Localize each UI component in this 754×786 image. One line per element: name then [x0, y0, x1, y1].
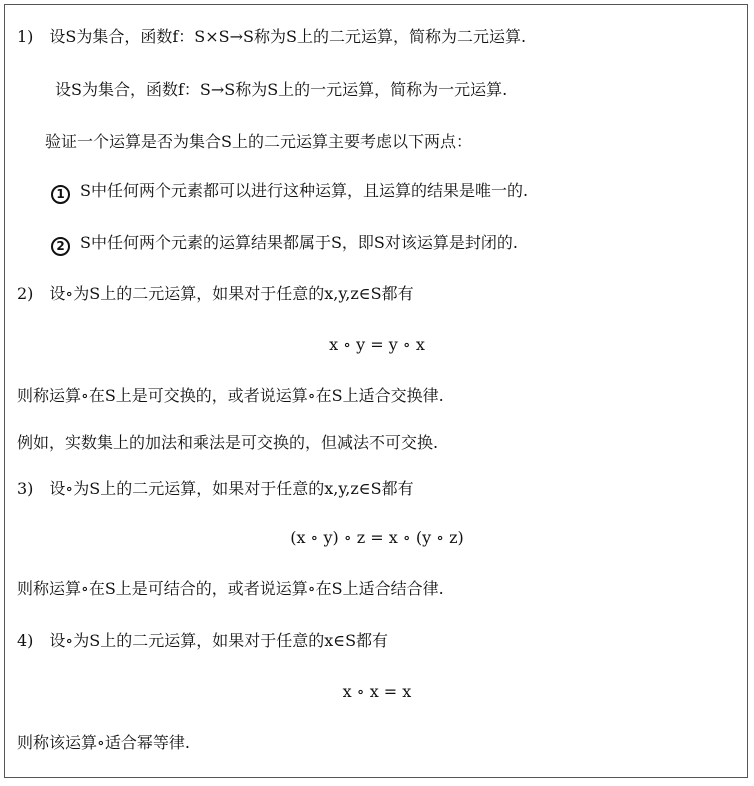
s2-commutative-intro: 2) 设∘为S上的二元运算，如果对于任意的x,y,z∈S都有: [17, 284, 414, 303]
s1-point-2-text: S中任何两个元素的运算结果都属于S，即S对该运算是封闭的.: [80, 233, 518, 252]
s1-point-1-text: S中任何两个元素都可以进行这种运算，且运算的结果是唯一的.: [80, 181, 529, 200]
s4-idempotent-formula: x ∘ x = x: [342, 682, 412, 701]
s1-point-2: [51, 233, 518, 256]
s3-associative-intro: 3) 设∘为S上的二元运算，如果对于任意的x,y,z∈S都有: [17, 479, 414, 498]
content-frame: [4, 4, 748, 778]
s3-associative-formula: (x ∘ y) ∘ z = x ∘ (y ∘ z): [290, 528, 464, 547]
s2-commutative-formula: x ∘ y = y ∘ x: [329, 335, 425, 354]
s2-example: 例如，实数集上的加法和乘法是可交换的，但减法不可交换.: [17, 433, 439, 452]
circled-number-2: 2: [51, 237, 70, 256]
s1-point-1: [51, 181, 528, 204]
s1-unary-op-definition: 设S为集合，函数f：S→S称为S上的一元运算，简称为一元运算.: [55, 80, 508, 99]
s1-verification-intro: 验证一个运算是否为集合S上的二元运算主要考虑以下两点：: [45, 132, 472, 151]
s3-associative-conclusion: 则称运算∘在S上是可结合的，或者说运算∘在S上适合结合律.: [17, 579, 444, 598]
s4-idempotent-conclusion: 则称该运算∘适合幂等律.: [17, 733, 190, 752]
s2-commutative-conclusion: 则称运算∘在S上是可交换的，或者说运算∘在S上适合交换律.: [17, 386, 444, 405]
circled-number-1: 1: [51, 185, 70, 204]
s4-idempotent-intro: 4) 设∘为S上的二元运算，如果对于任意的x∈S都有: [17, 631, 389, 650]
s1-binary-op-definition: 1) 设S为集合，函数f：S×S→S称为S上的二元运算，简称为二元运算.: [17, 27, 527, 46]
